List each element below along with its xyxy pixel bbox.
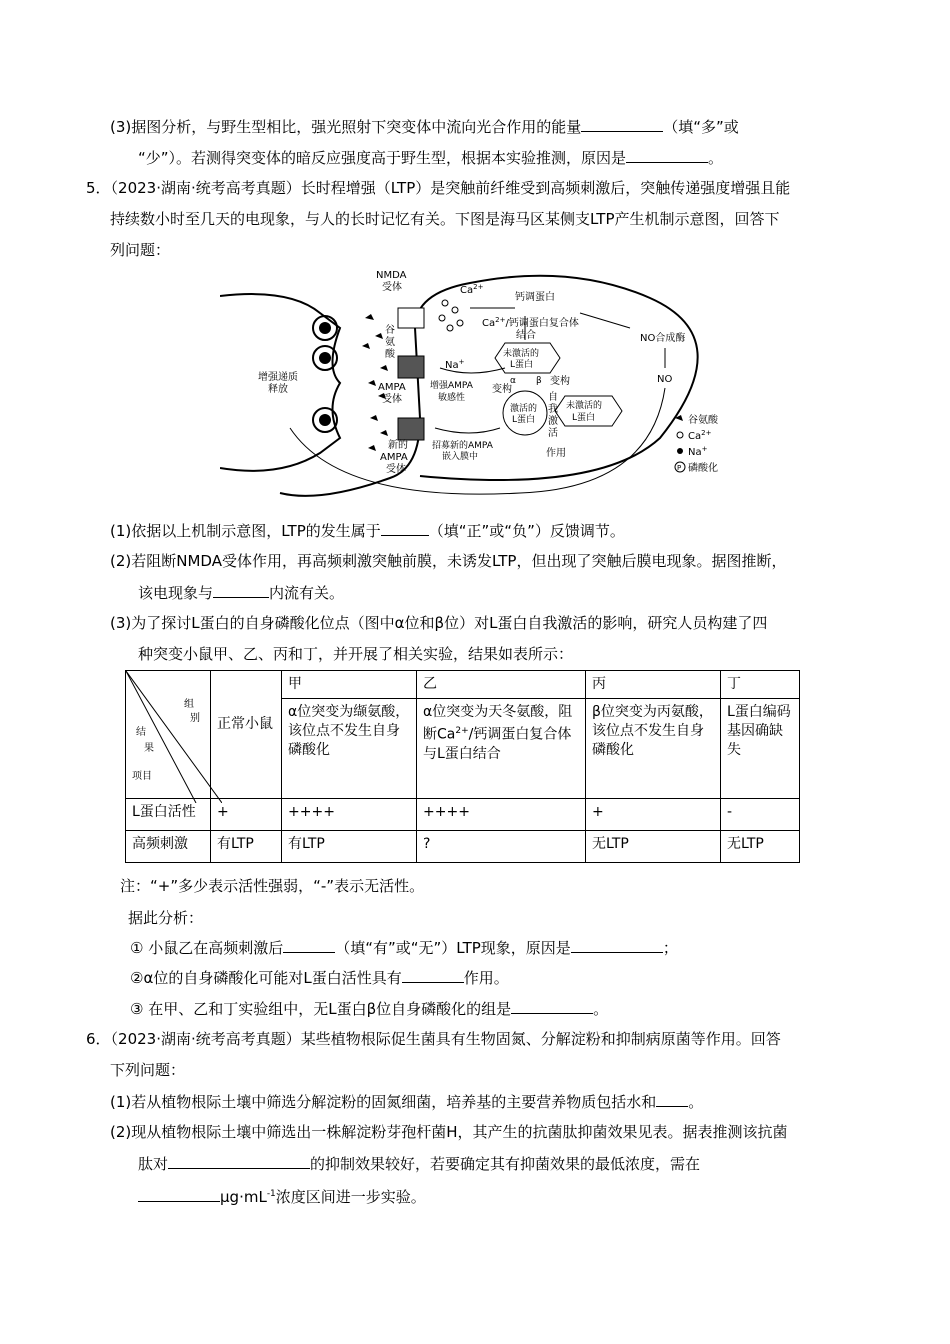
fig-label-no-synthase: NO合成酶 [640, 333, 686, 344]
table-cell: + [586, 799, 721, 831]
answer-blank[interactable] [656, 1091, 688, 1107]
q6-sub1: (1)若从植物根际土壤中筛选分解淀粉的固氮细菌，培养基的主要营养物质包括水和 。 [110, 1093, 704, 1111]
fig-label-ampa: AMPA [378, 382, 406, 393]
answer-blank[interactable] [168, 1153, 310, 1169]
fig-label-glu-3: 酸 [385, 349, 395, 360]
q6-stem-line2: 下列问题： [110, 1061, 186, 1079]
group-header-bing: 丙 [586, 671, 721, 699]
table-cell: - [721, 799, 800, 831]
analysis-intro: 据此分析： [128, 909, 204, 927]
answer-blank[interactable] [213, 582, 269, 598]
fig-label-self-3: 激 [548, 416, 558, 427]
desc-bing: β位突变为丙氨酸，该位点不发生自身磷酸化 [586, 699, 721, 799]
calcium-ions [439, 300, 463, 331]
answer-blank[interactable] [511, 998, 593, 1014]
table-cell: ? [417, 831, 586, 863]
answer-blank[interactable] [571, 937, 663, 953]
q4-part3-line1: (3)据图分析，与野生型相比，强光照射下突变体中流向光合作用的能量 （填“多”或 [110, 118, 739, 136]
table-cell: 无LTP [721, 831, 800, 863]
analysis-3: ③ 在甲、乙和丁实验组中，无L蛋白β位自身磷酸化的组是 。 [130, 1000, 609, 1018]
fig-label-recruit-2: 嵌入膜中 [442, 452, 479, 462]
postsynaptic-membrane [280, 276, 698, 496]
fig-label-new-1: 新的 [388, 440, 408, 451]
table-cell: + [211, 799, 282, 831]
table-note: 注：“+”多少表示活性强弱，“-”表示无活性。 [120, 877, 425, 895]
q5-stem-line2: 持续数小时至几天的电现象，与人的长时记忆有关。下图是海马区某侧支LTP产生机制示意图，回答下 [110, 210, 780, 228]
table-cell: 有LTP [282, 831, 417, 863]
q5-sub2-line1: (2)若阻断NMDA受体作用，再高频刺激突触前膜，未诱发LTP，但出现了突触后膜电现象。据图推断， [110, 552, 787, 570]
fig-label-self-2: 我 [548, 404, 558, 415]
q5-sub2-line2: 该电现象与 内流有关。 [138, 584, 345, 602]
analysis-1: ① 小鼠乙在高频刺激后 （填“有”或“无”）LTP现象，原因是 ； [130, 939, 678, 957]
table-cell: 无LTP [586, 831, 721, 863]
desc-jia: α位突变为缬氨酸，该位点不发生自身磷酸化 [282, 699, 417, 799]
table-diagonal-header [126, 671, 211, 799]
fig-label-inactive-2a: 未激活的 [566, 401, 603, 411]
figure-legend [675, 413, 719, 474]
q5-sub3-line2: 种突变小鼠甲、乙、丙和丁，并开展了相关实验，结果如表所示： [138, 645, 574, 663]
fig-label-new-3: 受体 [386, 464, 406, 475]
fig-label-ampa-receptor: 受体 [382, 394, 402, 405]
fig-label-active-2: L蛋白 [512, 415, 536, 425]
desc-ding: L蛋白编码基因确缺失 [721, 699, 800, 799]
fig-label-glu-1: 谷 [385, 325, 395, 336]
fig-label-recruit-1: 招募新的AMPA [432, 441, 493, 451]
group-header-yi: 乙 [417, 671, 586, 699]
fig-label-nmda: NMDA [376, 270, 407, 281]
fig-label-self-4: 活 [548, 428, 558, 439]
q5-stem-line1: 5．（2023·湖南·统考高考真题）长时程增强（LTP）是突触前纤维受到高频刺激后，突触传递强度增强且能 [86, 179, 791, 197]
diag-label-item: 项目 [132, 771, 152, 782]
group-header-ding: 丁 [721, 671, 800, 699]
fig-label-self-5: 作用 [546, 448, 566, 459]
q4-part3-line2: “少”）。若测得突变体的暗反应强度高于野生型，根据本实验推测，原因是 。 [138, 149, 724, 167]
normal-mouse-header: 正常小鼠 [211, 671, 282, 799]
legend-glutamate: 谷氨酸 [688, 415, 718, 426]
answer-blank[interactable] [581, 116, 663, 132]
answer-blank[interactable] [138, 1186, 220, 1202]
fig-label-active-1: 激活的 [510, 404, 538, 414]
q5-stem-line3: 列问题： [110, 241, 171, 259]
diag-label-group-2: 别 [190, 713, 200, 724]
q5-sub3-line1: (3)为了探讨L蛋白的自身磷酸化位点（图中α位和β位）对L蛋白自我激活的影响，研究人员构建了四 [110, 614, 768, 632]
answer-blank[interactable] [626, 147, 708, 163]
fig-label-inactive-1a: 未激活的 [503, 349, 540, 359]
legend-p-symbol: P [677, 464, 682, 472]
table-cell: ++++ [417, 799, 586, 831]
fig-label-release-1: 增强递质 [258, 372, 298, 383]
group-header-jia: 甲 [282, 671, 417, 699]
q6-sub2-line3: $\mu g\cdot mL^{-1}$浓度区间进一步实验。 [138, 1184, 426, 1207]
fig-label-conformation-2: 变构 [550, 376, 570, 387]
answer-blank[interactable] [402, 967, 464, 983]
fig-label-glu-2: 氨 [385, 337, 395, 348]
fig-label-ca: $Ca^{2+}$ [460, 283, 484, 296]
results-table [125, 670, 800, 863]
fig-label-inactive-1b: L蛋白 [510, 360, 534, 370]
legend-calcium: $Ca^{2+}$ [688, 429, 712, 442]
q5-sub1: (1)依据以上机制示意图，LTP的发生属于 （填“正”或“负”）反馈调节。 [110, 522, 625, 540]
fig-label-no: NO [657, 374, 673, 385]
answer-blank[interactable] [283, 937, 335, 953]
fig-label-new-2: AMPA [380, 452, 408, 463]
diag-label-result-1: 结 [136, 727, 146, 738]
fig-label-beta-1: β [536, 376, 542, 386]
q6-stem-line1: 6．（2023·湖南·统考高考真题）某些植物根际促生菌具有生物固氮、分解淀粉和抑制病原菌等作用。回答 [86, 1030, 781, 1048]
fig-label-alpha-1: α [510, 376, 516, 386]
fig-label-enhance-ampa-2: 敏感性 [438, 393, 466, 403]
row-label-activity: L蛋白活性 [126, 799, 211, 831]
legend-phosphorylation: 磷酸化 [688, 463, 718, 474]
fig-label-calmodulin: 钙调蛋白 [515, 292, 555, 303]
ltp-mechanism-diagram [220, 268, 740, 503]
row-label-stimulus: 高频刺激 [126, 831, 211, 863]
q6-sub2-line1: (2)现从植物根际土壤中筛选出一株解淀粉芽孢杆菌H，其产生的抗菌肽抑菌效果见表。据表推测该抗菌 [110, 1123, 788, 1141]
diag-label-result-2: 果 [144, 743, 154, 754]
answer-blank[interactable] [381, 520, 429, 536]
fig-label-release-2: 释放 [268, 384, 288, 395]
fig-label-inactive-2b: L蛋白 [572, 413, 596, 423]
nmda-receptor [398, 308, 424, 328]
fig-label-complex: $Ca^{2+}/$钙调蛋白复合体 [482, 316, 579, 329]
desc-yi: α位突变为天冬氨酸，阻断$Ca^{2+}/$钙调蛋白复合体与L蛋白结合 [417, 699, 586, 799]
diag-label-group-1: 组 [184, 699, 194, 710]
legend-sodium: Na+ [688, 445, 708, 458]
fig-label-conformation-1: 变构 [492, 384, 512, 395]
q6-sub2-line2: 肽对 的抑制效果较好，若要确定其有抑菌效果的最低浓度，需在 [138, 1155, 701, 1173]
ampa-receptor [398, 356, 424, 378]
table-cell: 有LTP [211, 831, 282, 863]
fig-label-self-1: 自 [548, 392, 558, 403]
new-ampa-receptor [398, 418, 424, 440]
fig-label-na: Na+ [445, 358, 465, 371]
fig-label-nmda-receptor: 受体 [382, 282, 402, 293]
table-cell: ++++ [282, 799, 417, 831]
fig-label-bind: 结合 [516, 330, 536, 341]
analysis-2: ②α位的自身磷酸化可能对L蛋白活性具有 作用。 [130, 969, 509, 987]
fig-label-enhance-ampa-1: 增强AMPA [430, 381, 473, 391]
